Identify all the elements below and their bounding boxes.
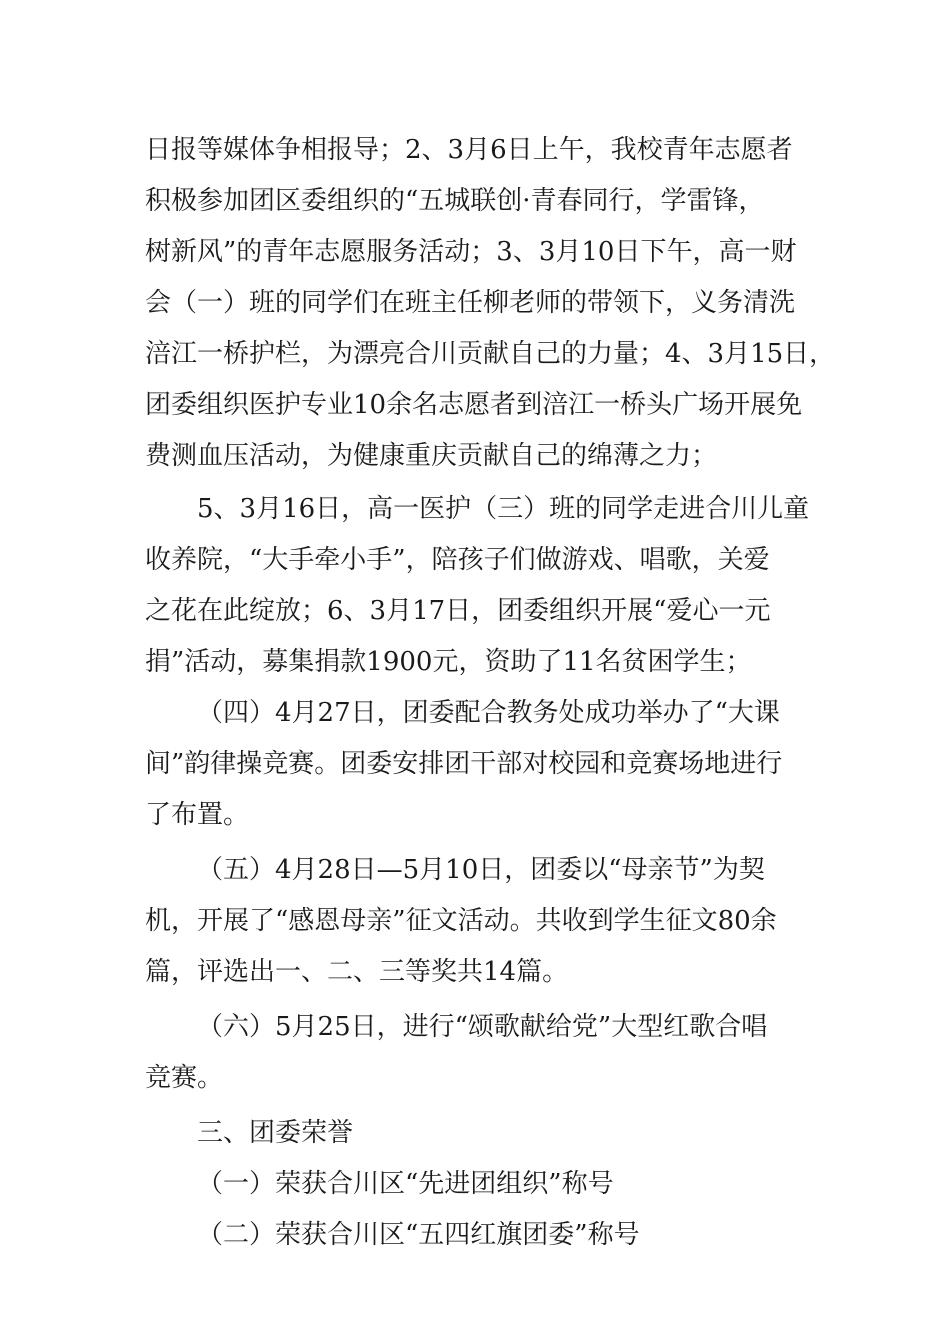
text-line: 之花在此绽放；6、3月17日，团委组织开展“爱心一元 bbox=[145, 596, 771, 626]
paragraph-first-line: （五）4月28日—5月10日，团委以“母亲节”为契 bbox=[197, 855, 765, 885]
text-line: 了布置。 bbox=[145, 800, 250, 830]
text-line: 树新风”的青年志愿服务活动；3、3月10日下午，高一财 bbox=[145, 237, 797, 267]
paragraph-first-line: （六）5月25日，进行“颂歌献给党”大型红歌合唱 bbox=[197, 1012, 768, 1042]
list-item: （二）荣获合川区“五四红旗团委”称号 bbox=[197, 1220, 640, 1250]
text-line: 收养院，“大手牵小手”，陪孩子们做游戏、唱歌，关爱 bbox=[145, 545, 770, 575]
text-line: 团委组织医护专业10余名志愿者到涪江一桥头广场开展免 bbox=[145, 390, 803, 420]
section-heading: 三、团委荣誉 bbox=[197, 1118, 354, 1148]
list-item: （一）荣获合川区“先进团组织”称号 bbox=[197, 1169, 614, 1199]
text-line: 篇，评选出一、二、三等奖共14篇。 bbox=[145, 957, 569, 987]
text-line: 日报等媒体争相报导；2、3月6日上午，我校青年志愿者 bbox=[145, 135, 793, 165]
text-line: 捐”活动，募集捐款1900元，资助了11名贫困学生； bbox=[145, 647, 752, 677]
text-line: 费测血压活动，为健康重庆贡献自己的绵薄之力； bbox=[145, 441, 718, 471]
text-line: 积极参加团区委组织的“五城联创·青春同行，学雷锋， bbox=[145, 186, 765, 216]
paragraph-first-line: 5、3月16日，高一医护（三）班的同学走进合川儿童 bbox=[197, 494, 810, 524]
paragraph-first-line: （四）4月27日，团委配合教务处成功举办了“大课 bbox=[197, 698, 780, 728]
text-line: 机，开展了“感恩母亲”征文活动。共收到学生征文80余 bbox=[145, 906, 777, 936]
text-line: 竞赛。 bbox=[145, 1063, 224, 1093]
text-line: 涪江一桥护栏，为漂亮合川贡献自己的力量；4、3月15日， bbox=[145, 339, 836, 369]
text-line: 会（一）班的同学们在班主任柳老师的带领下，义务清洗 bbox=[145, 288, 796, 318]
text-line: 间”韵律操竞赛。团委安排团干部对校园和竞赛场地进行 bbox=[145, 749, 783, 779]
